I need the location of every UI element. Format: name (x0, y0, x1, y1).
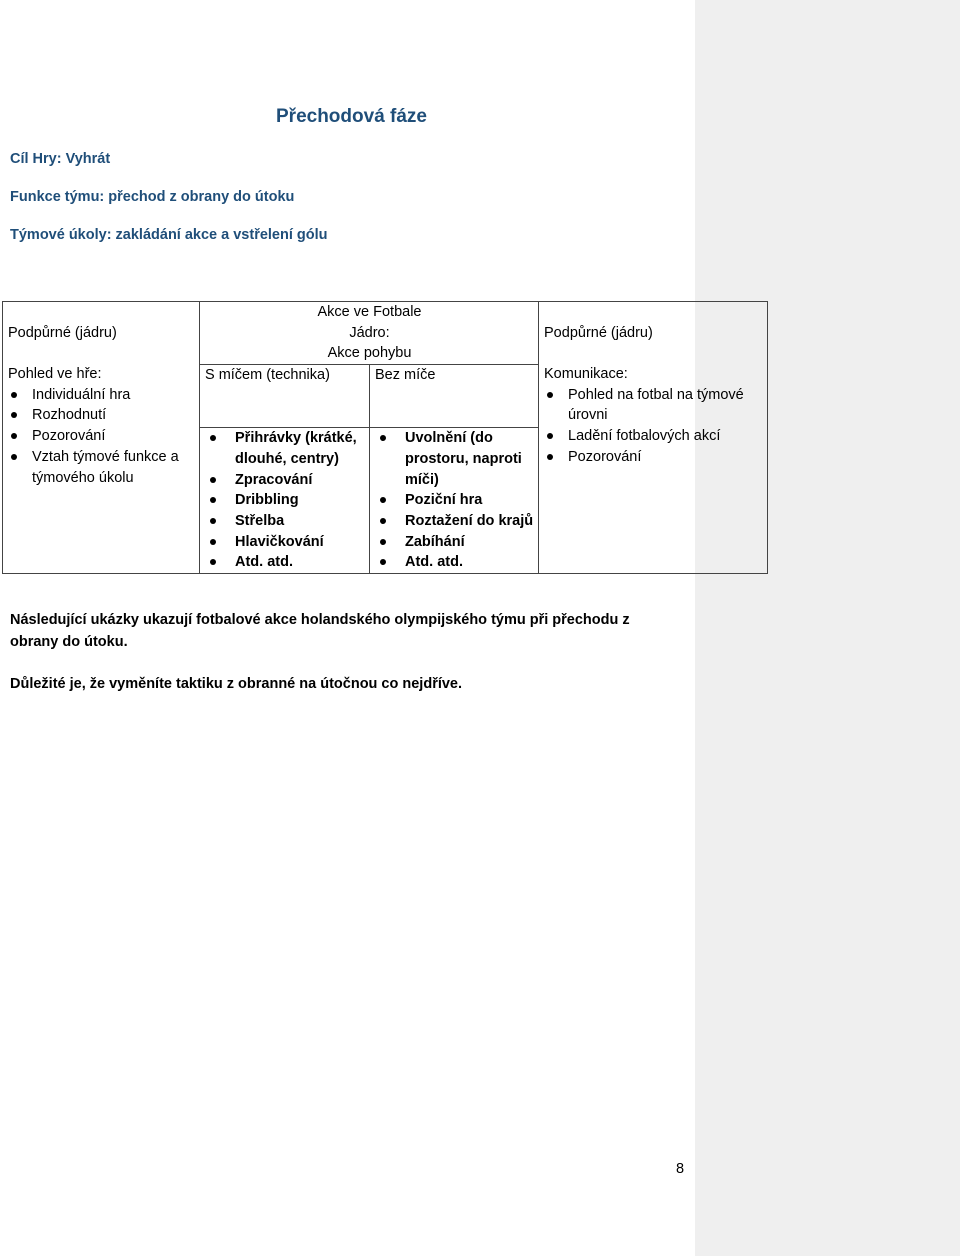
list-item: Poziční hra (375, 490, 534, 511)
without-ball-list-cell (370, 428, 539, 574)
list-item: Roztažení do krajů (375, 511, 534, 532)
list-item: Rozhodnutí (8, 405, 195, 426)
list-item: Přihrávky (krátké, dlouhé, centry) (205, 428, 365, 469)
right-support-cell (539, 302, 768, 574)
page-number: 8 (676, 1161, 685, 1177)
list-item: Pohled na fotbal na týmové úrovni (544, 385, 763, 426)
right-margin-panel (695, 0, 960, 1256)
list-item: Dribbling (205, 490, 365, 511)
list-item: Atd. atd. (375, 552, 534, 573)
team-tasks-line: Týmové úkoly: zakládání akce a vstřelení gólu (10, 227, 328, 243)
list-item: Hlavičkování (205, 532, 365, 553)
list-item: Vztah týmové funkce a týmového úkolu (8, 447, 195, 488)
paragraph-important: Důležité je, že vyměníte taktiku z obranné na útočnou co nejdříve. (10, 676, 463, 692)
page-title: Přechodová fáze (276, 106, 427, 127)
paragraph-intro: Následující ukázky ukazují fotbalové akce holandského olympijského týmu při přechodu z obrany do útoku. (10, 612, 630, 650)
without-ball-header: Bez míče (375, 367, 436, 384)
list-item: Zabíhání (375, 532, 534, 553)
list-item: Pozorování (544, 447, 763, 468)
list-item: Uvolnění (do prostoru, naproti míči) (375, 428, 534, 490)
team-function-line: Funkce týmu: přechod z obrany do útoku (10, 189, 295, 205)
list-item: Atd. atd. (205, 552, 365, 573)
core-label: Jádro: (349, 324, 390, 341)
with-ball-list (205, 428, 365, 573)
right-support-header: Podpůrné (jádru) (544, 324, 653, 341)
list-item: Střelba (205, 511, 365, 532)
with-ball-header-cell (200, 365, 370, 428)
left-support-header: Podpůrné (jádru) (8, 324, 117, 341)
left-support-subheader: Pohled ve hře: (8, 366, 102, 383)
left-support-list (8, 385, 195, 489)
with-ball-header: S míčem (technika) (205, 367, 330, 384)
without-ball-list (375, 428, 534, 573)
core-header-cell (200, 302, 539, 365)
right-support-subheader: Komunikace: (544, 366, 628, 383)
football-actions-table (2, 301, 768, 574)
without-ball-header-cell (370, 365, 539, 428)
left-support-cell (3, 302, 200, 574)
goal-line: Cíl Hry: Vyhrát (10, 151, 111, 167)
with-ball-list-cell (200, 428, 370, 574)
list-item: Pozorování (8, 426, 195, 447)
right-support-list (544, 385, 763, 468)
list-item: Individuální hra (8, 385, 195, 406)
list-item: Ladění fotbalových akcí (544, 426, 763, 447)
core-title: Akce ve Fotbale (317, 304, 422, 320)
list-item: Zpracování (205, 470, 365, 491)
core-subtitle: Akce pohybu (327, 345, 412, 362)
